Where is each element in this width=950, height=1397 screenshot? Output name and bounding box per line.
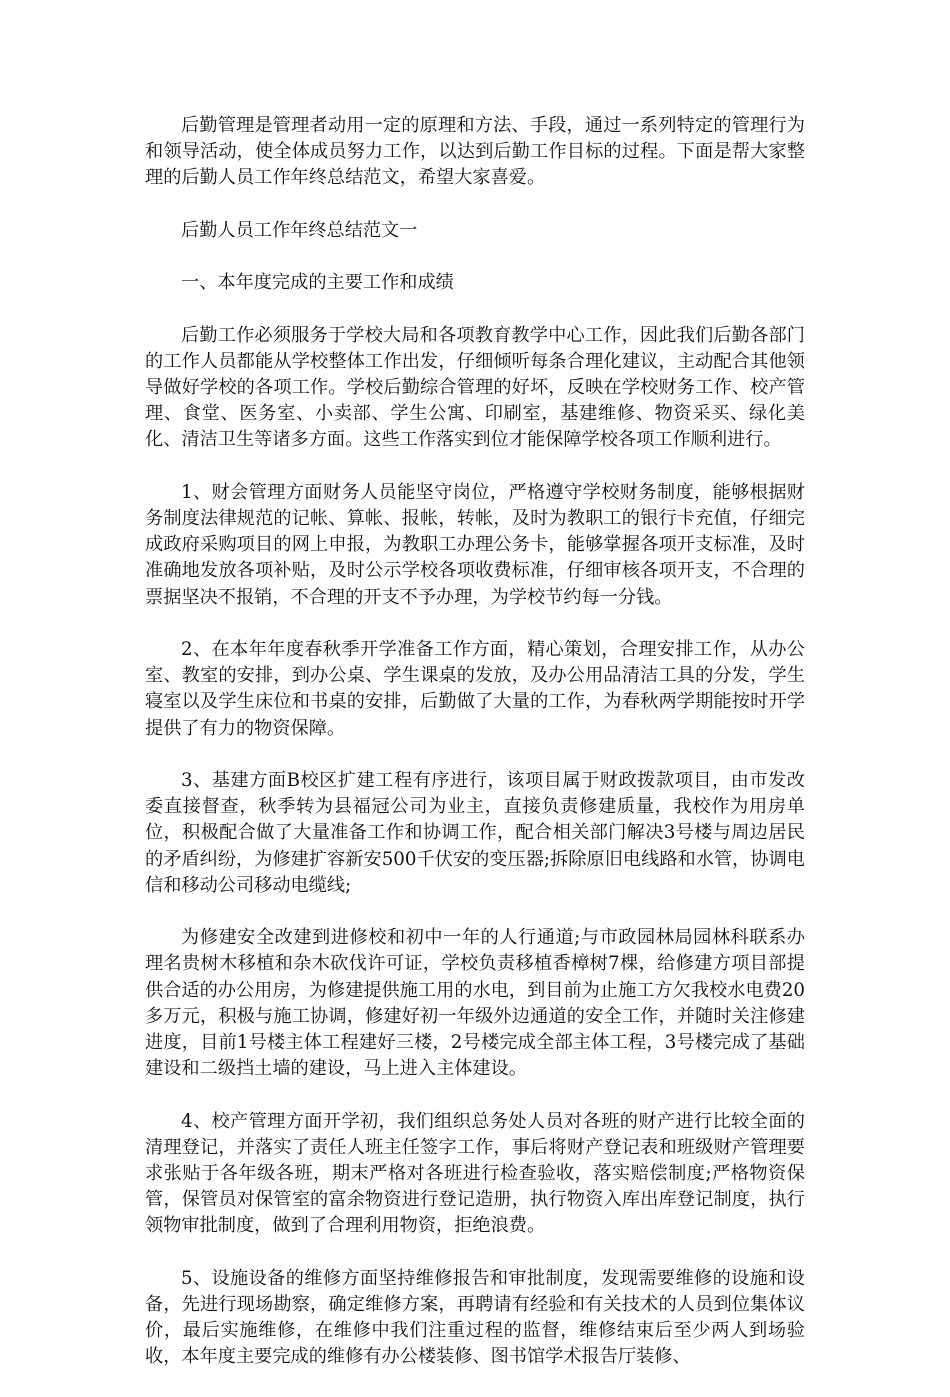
document-page: [145, 113, 805, 1397]
intro-paragraph: 后勤管理是管理者动用一定的原理和方法、手段，通过一系列特定的管理行为和领导活动，使全体成员努力工作，以达到后勤工作目标的过程。下面是帮大家整理的后勤人员工作年终总结范文，希望大家喜爱。: [145, 115, 805, 189]
item-paragraph-maintenance: 5、设施设备的维修方面坚持维修报告和审批制度，发现需要维修的设施和设备，先进行现场勘察，确定维修方案，再聘请有经验和有关技术的人员到位集体议价，最后实施维修，在维修中我们注重过程的监督，维修结束后至少两人到场验收，本年度主要完成的维修有办公楼装修、图书馆学术报告厅装修、: [145, 1267, 805, 1368]
document-title: 后勤人员工作年终总结范文一: [181, 219, 418, 241]
overview-paragraph: 后勤工作必须服务于学校大局和各项教育教学中心工作，因此我们后勤各部门的工作人员都能从学校整体工作出发，仔细倾听每条合理化建议，主动配合其他领导做好学校的各项工作。学校后勤综合管理的好坏，反映在学校财务工作、校产管理、食堂、医务室、小卖部、学生公寓、印刷室，基建维修、物资采买、绿化美化、清洁卫生等诸多方面。这些工作落实到位才能保障学校各项工作顺利进行。: [145, 324, 805, 451]
item-paragraph-semester-prep: 2、在本年年度春秋季开学准备工作方面，精心策划，合理安排工作，从办公室、教室的安排，到办公桌、学生课桌的发放，及办公用品清洁工具的分发，学生寝室以及学生床位和书桌的安排，后勤做了大量的工作，为春秋两学期能按时开学提供了有力的物资保障。: [145, 638, 805, 739]
item-paragraph-finance: 1、财会管理方面财务人员能坚守岗位，严格遵守学校财务制度，能够根据财务制度法律规范的记帐、算帐、报帐，转帐，及时为教职工的银行卡充值，仔细完成政府采购项目的网上申报，为教职工办理公务卡，能够掌握各项开支标准，及时准确地发放各项补贴，及时公示学校各项收费标准，仔细审核各项开支，不合理的票据坚决不报销，不合理的开支不予办理，为学校节约每一分钱。: [145, 481, 805, 608]
item-paragraph-construction: 3、基建方面B校区扩建工程有序进行，该项目属于财政拨款项目，由市发改委直接督查，秋季转为县福冠公司为业主，直接负责修建质量，我校作为用房单位，积极配合做了大量准备工作和协调工作，配合相关部门解决3号楼与周边居民的矛盾纠纷，为修建扩容新安500千伏安的变压器;拆除原旧电线路和水管，协调电信和移动公司移动电缆线;: [145, 769, 805, 896]
item-paragraph-assets: 4、校产管理方面开学初，我们组织总务处人员对各班的财产进行比较全面的清理登记，并落实了责任人班主任签字工作，事后将财产登记表和班级财产管理要求张贴于各年级各班，期末严格对各班进行检查验收，落实赔偿制度;严格物资保管，保管员对保管室的富余物资进行登记造册，执行物资入库出库登记制度，执行领物审批制度，做到了合理利用物资，拒绝浪费。: [145, 1110, 805, 1237]
section-heading: 一、本年度完成的主要工作和成绩: [181, 272, 454, 294]
construction-continued-paragraph: 为修建安全改建到进修校和初中一年的人行通道;与市政园林局园林科联系办理名贵树木移植和杂木砍伐许可证，学校负责移植香樟树7棵，给修建方项目部提供合适的办公用房，为修建提供施工用的水电，到目前为止施工方欠我校水电费20多万元，积极与施工协调，修建好初一年级外边通道的安全工作，并随时关注修建进度，目前1号楼主体工程建好三楼，2号楼完成全部主体工程，3号楼完成了基础建设和二级挡土墙的建设，马上进入主体建设。: [145, 927, 805, 1080]
